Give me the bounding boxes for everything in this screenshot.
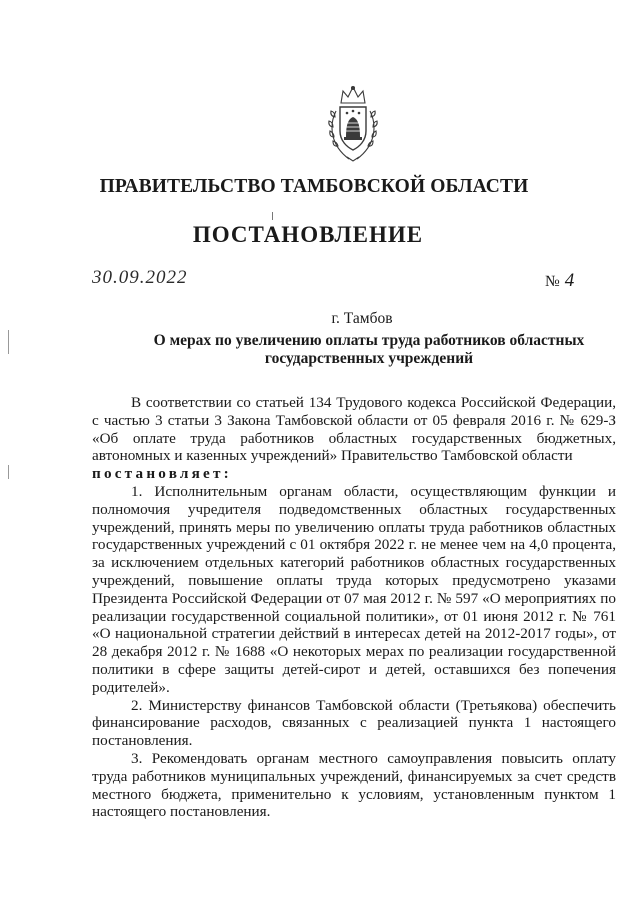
paragraph-2: 2. Министерству финансов Тамбовской области (Третьякова) обеспечить финансирование расходов, связанных с реализацией пункта 1 настоящего постановления.: [92, 696, 616, 750]
decree-line: [92, 465, 616, 483]
number-label: №: [545, 273, 560, 290]
document-number: [545, 270, 574, 292]
document-subject: [120, 332, 618, 368]
document-body: [92, 394, 616, 821]
handwritten-date: 30.09.2022: [92, 267, 188, 288]
paragraph-3: 3. Рекомендовать органам местного самоуправления повысить оплату труда работников муниципальных учреждений, финансируемых за счет средств местного бюджета, применительно к условиям, установленным пунктом 1 настоящего постановления.: [92, 749, 616, 821]
scan-edge-mark: [8, 465, 9, 479]
scan-artifact-mark: [272, 212, 273, 220]
government-title: ПРАВИТЕЛЬСТВО ТАМБОВСКОЙ ОБЛАСТИ: [99, 176, 529, 197]
preamble-paragraph: В соответствии со статьей 134 Трудового кодекса Российской Федерации, с частью 3 статьи 3 Закона Тамбовской области от 05 февраля 2016 г. № 629-З «Об оплате труда работников областных государственных бюджетных, автономных и казенных учреждений» Правительство Тамбовской области: [92, 394, 616, 465]
scan-edge-mark: [8, 330, 9, 354]
city: г. Тамбов: [331, 310, 393, 327]
subject-line-1: О мерах по увеличению оплаты труда работников областных: [153, 332, 585, 349]
subject-line-2: государственных учреждений: [264, 350, 474, 367]
handwritten-number: 4: [564, 270, 575, 291]
tambov-coat-of-arms-icon: [327, 85, 379, 165]
paragraph-1: 1. Исполнительным органам области, осуществляющим функции и полномочия учредителя подведомственных областных государственных учреждений, принять меры по увеличению оплаты труда работников областных государственных учреждений с 01 октября 2022 г. не менее чем на 4,0 процента, за исключением отдельных категорий работников областных государственных учреждений, повышение оплаты труда которых предусмотрено указами Президента Российской Федерации от 07 мая 2012 г. № 597 «О мероприятиях по реализации государственной социальной политики», от 01 июня 2012 г. № 761 «О национальной стратегии действий в интересах детей на 2012-2017 годы», от 28 декабря 2012 г. № 1688 «О некоторых мерах по реализации государственной политики в сфере защиты детей-сирот и детей, оставшихся без попечения родителей».: [92, 482, 616, 696]
decrees-word: постановляет:: [92, 465, 232, 483]
document-type-title: ПОСТАНОВЛЕНИЕ: [192, 222, 424, 247]
